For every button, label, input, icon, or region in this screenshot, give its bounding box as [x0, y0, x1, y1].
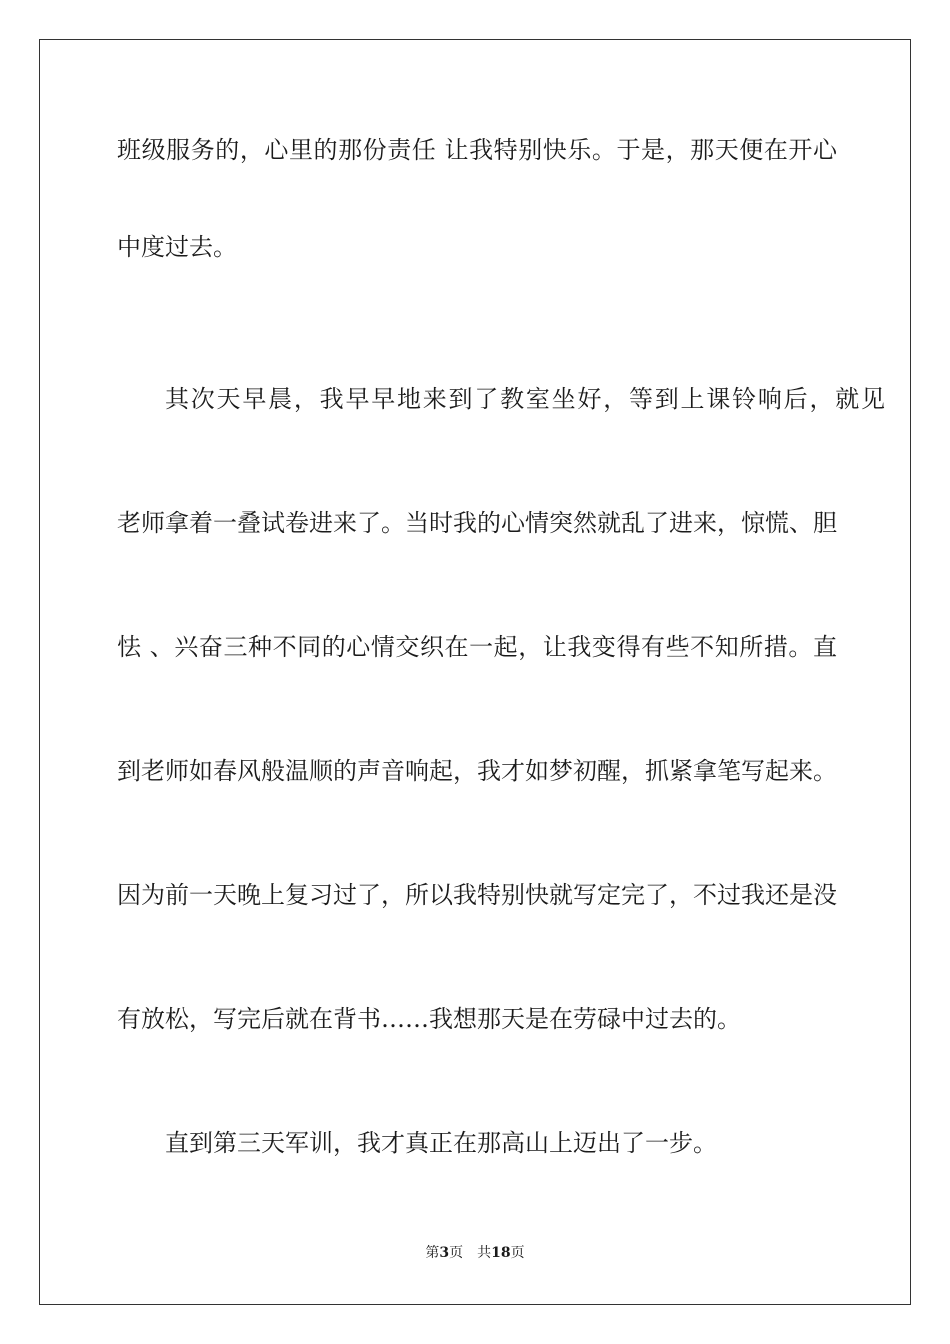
text-line-1: 班级服务的，心里的那份责任 让我特别快乐。于是，那天便在开心 [117, 136, 837, 164]
footer-page-number: 3 [439, 1245, 450, 1261]
text-line-2: 中度过去。 [117, 233, 237, 261]
page-footer [0, 1243, 950, 1263]
footer-page-suffix: 页 [449, 1245, 464, 1261]
text-line-6: 到老师如春风般温顺的声音响起，我才如梦初醒，抓紧拿笔写起来。 [117, 757, 837, 785]
text-line-4: 老师拿着一叠试卷进来了。当时我的心情突然就乱了进来，惊慌、胆 [117, 509, 837, 537]
text-line-8: 有放松，写完后就在背书……我想那天是在劳碌中过去的。 [117, 1005, 741, 1033]
text-line-7: 因为前一天晚上复习过了，所以我特别快就写定完了，不过我还是没 [117, 881, 837, 909]
footer-total-prefix: 共 [477, 1245, 492, 1261]
footer-page-prefix: 第 [425, 1245, 440, 1261]
footer-total-suffix: 页 [510, 1245, 525, 1261]
text-line-3: 其次天早晨，我早早地来到了教室坐好，等到上课铃响后，就见 [165, 385, 885, 413]
text-line-9: 直到第三天军训，我才真正在那高山上迈出了一步。 [165, 1129, 717, 1157]
text-line-5: 怯 、兴奋三种不同的心情交织在一起，让我变得有些不知所措。直 [117, 633, 837, 661]
footer-total-number: 18 [491, 1245, 511, 1261]
